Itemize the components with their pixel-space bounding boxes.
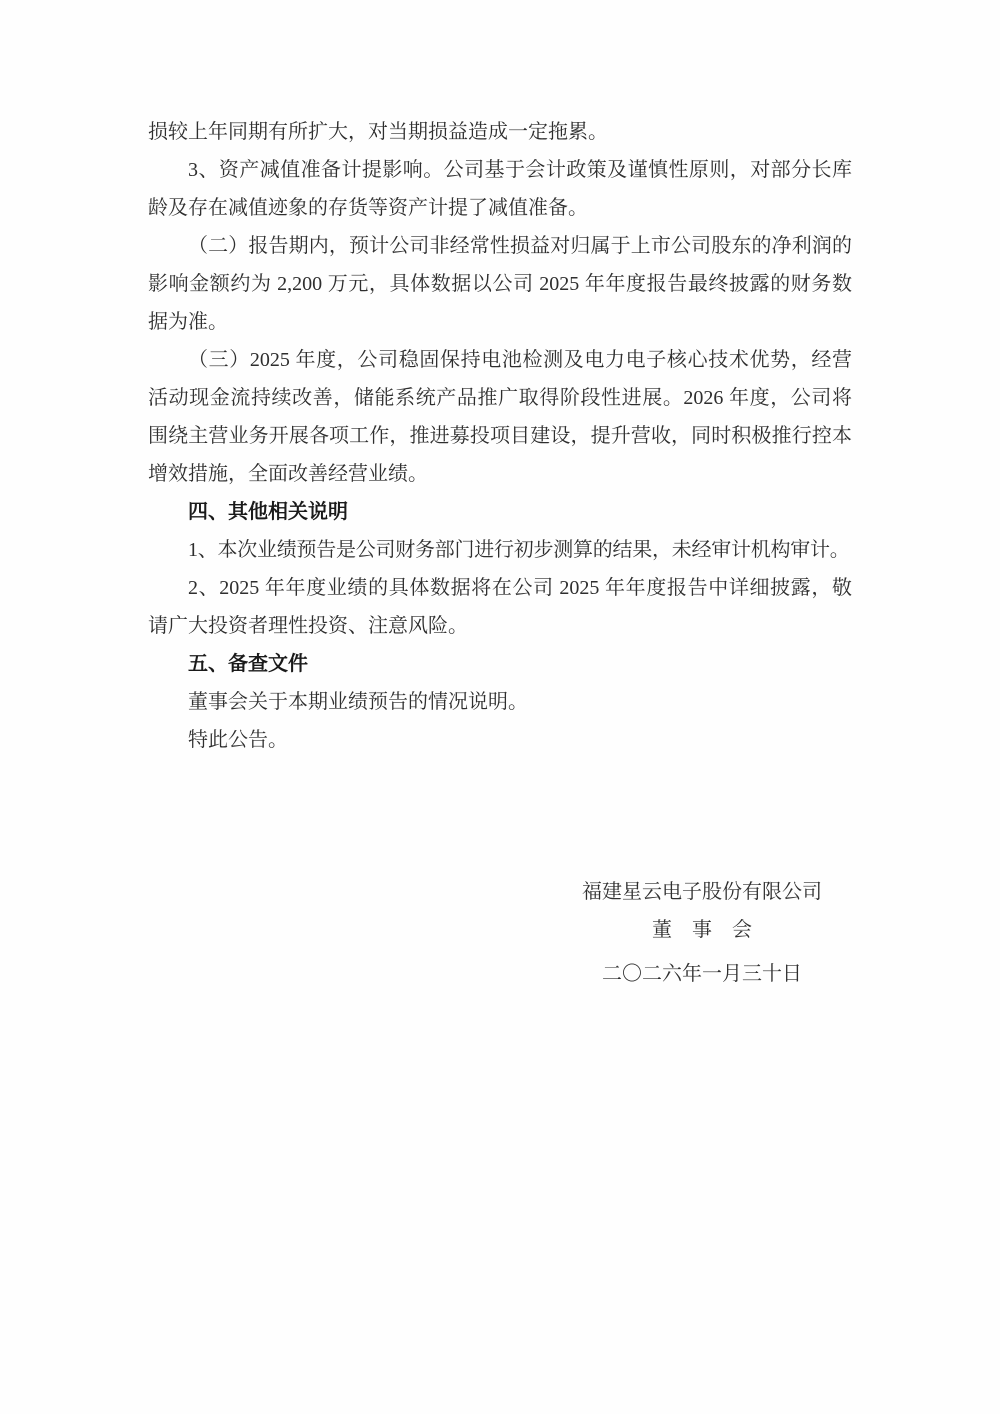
paragraph-loss-continuation: 损较上年同期有所扩大，对当期损益造成一定拖累。	[148, 121, 608, 143]
other-notes-item-2: 2、2025 年年度业绩的具体数据将在公司 2025 年年度报告中详细披露，敬请广大投资者理性投资、注意风险。	[148, 577, 852, 637]
paragraph-impairment-provision: 3、资产减值准备计提影响。公司基于会计政策及谨慎性原则，对部分长库龄及存在减值迹象的存货等资产计提了减值准备。	[148, 159, 852, 219]
signature-date: 二〇二六年一月三十日	[602, 963, 802, 985]
section-heading-reference-documents: 五、备查文件	[188, 653, 308, 675]
signature-board: 董 事 会	[652, 919, 752, 941]
signature-block	[552, 873, 852, 993]
closing-statement: 特此公告。	[188, 729, 288, 751]
signature-company: 福建星云电子股份有限公司	[582, 881, 822, 903]
paragraph-non-recurring-gains: （二）报告期内，预计公司非经常性损益对归属于上市公司股东的净利润的影响金额约为 2,200 万元，具体数据以公司 2025 年年度报告最终披露的财务数据为准。	[148, 235, 852, 333]
paragraph-business-outlook: （三）2025 年度，公司稳固保持电池检测及电力电子核心技术优势，经营活动现金流持续改善，储能系统产品推广取得阶段性进展。2026 年度，公司将围绕主营业务开展各项工作，推进募投项目建设，提升营收，同时积极推行控本增效措施，全面改善经营业绩。	[148, 349, 852, 485]
section-heading-other-notes: 四、其他相关说明	[188, 501, 348, 523]
other-notes-item-1: 1、本次业绩预告是公司财务部门进行初步测算的结果，未经审计机构审计。	[188, 539, 850, 561]
reference-documents-body: 董事会关于本期业绩预告的情况说明。	[188, 691, 528, 713]
